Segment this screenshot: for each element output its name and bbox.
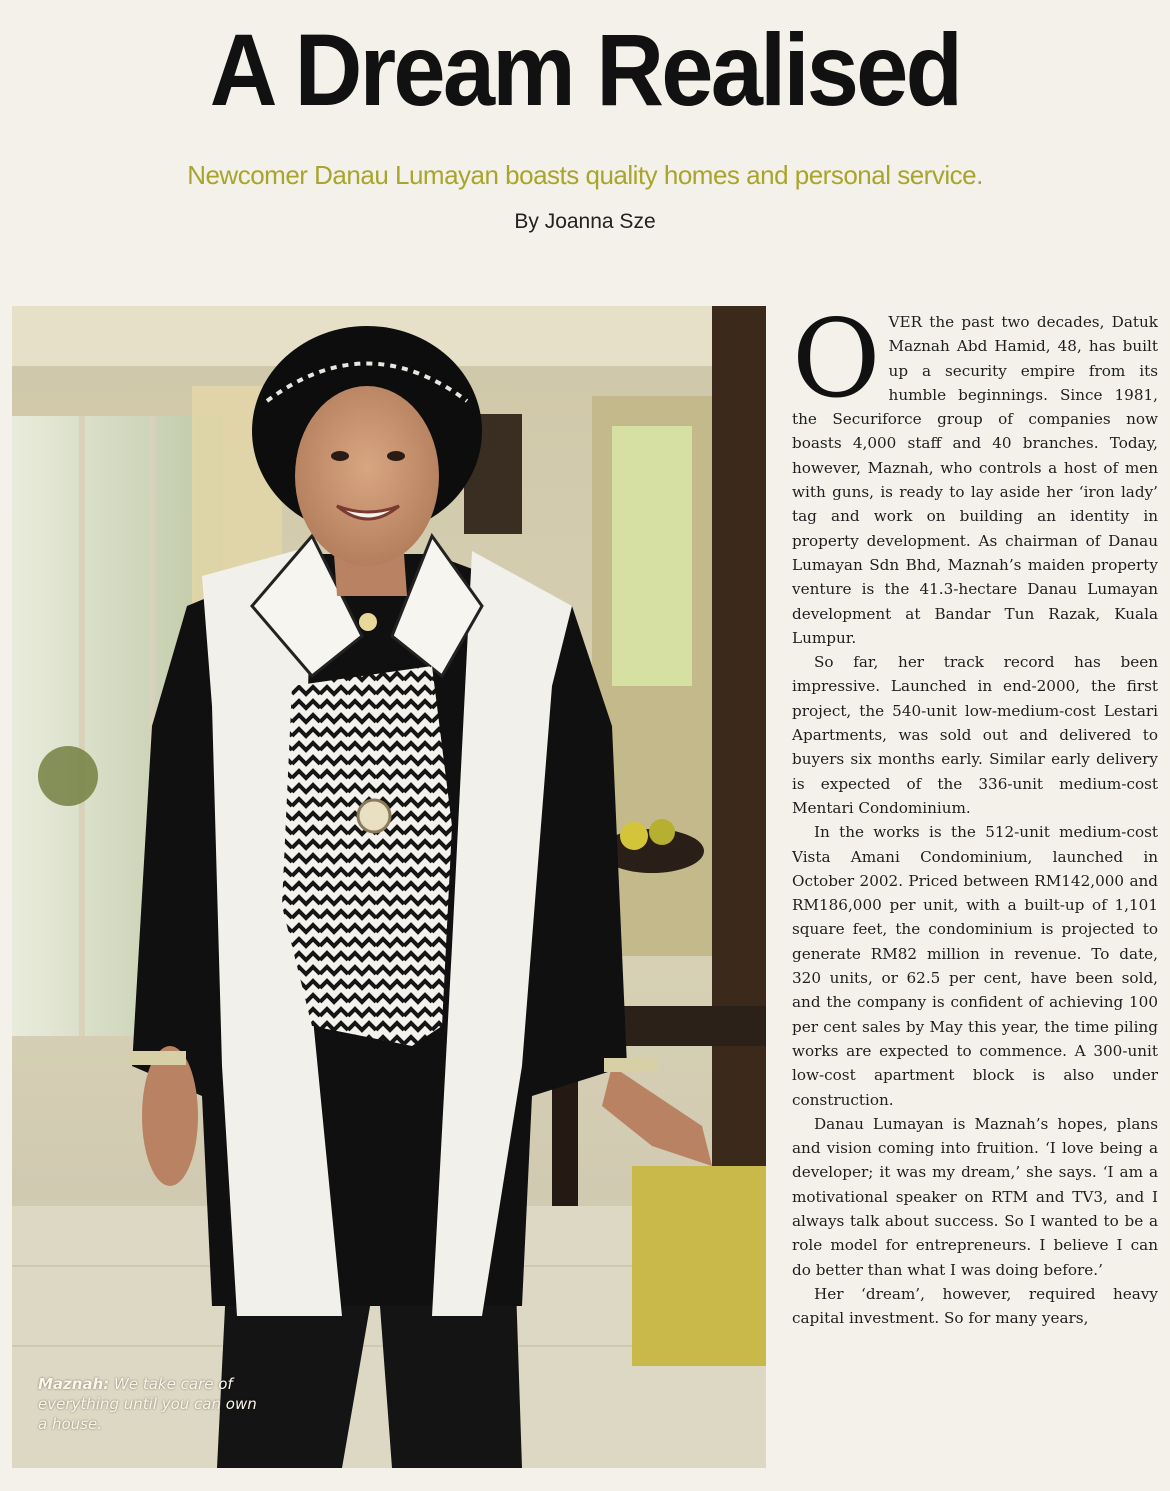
article-paragraph-4: Danau Lumayan is Maznah’s hopes, plans and vision coming into fruition. ‘I love being a developer; it was my dream,’ she says. ‘I am a motivational speaker on RTM and TV3, and I always talk about success. So I wanted to be a role model for entrepreneurs. I believe I can do better than what I was doing before.’ (792, 1114, 1158, 1279)
article-paragraph-2: So far, her track record has been impressive. Launched in end-2000, the first project, the 540-unit low-medium-cost Lestari Apartments, was sold out and delivered to buyers six months early. Similar early delivery is expected of the 336-unit medium-cost Mentari Condominium. (792, 653, 1158, 817)
article-paragraph-1 (792, 297, 1158, 650)
paragraph-text: VER the past two decades, Datuk Maznah Abd Hamid, 48, has built up a security empire from its humble beginnings. Since 1981, the Securiforce group of companies now boasts 4,000 staff and 40 branches. Today, however, Maznah, who controls a host of men with guns, is ready to lay aside her ‘iron lady’ tag and work on building an identity in property development. As chairman of Danau Lumayan Sdn Bhd, Maznah’s maiden property venture is the 41.3-hectare Danau Lumayan development at Bandar Tun Razak, Kuala Lumpur. (792, 313, 1158, 647)
caption-name: Maznah: (38, 1375, 110, 1393)
portrait-illustration (12, 306, 766, 1468)
article-body (792, 297, 1158, 1330)
article-paragraph-5: Her ‘dream’, however, required heavy capital investment. So for many years, (792, 1284, 1158, 1328)
caption-text: We take care of everything until you can own a house. (38, 1375, 257, 1433)
subheadline: Newcomer Danau Lumayan boasts quality homes and personal service. (187, 160, 983, 190)
portrait-photo (12, 306, 766, 1468)
headline: A Dream Realised (209, 13, 961, 127)
photo-caption (38, 1374, 258, 1434)
article-paragraph-3: In the works is the 512-unit medium-cost Vista Amani Condominium, launched in October 2002. Priced between RM142,000 and RM186,000 per unit, with a built-up of 1,101 square feet, the condominium is projected to generate RM82 million in revenue. To date, 320 units, or 62.5 per cent, have been sold, and the company is confident of achieving 100 per cent sales by May this year, the time piling works are expected to commence. A 300-unit low-cost apartment block is also under construction. (792, 823, 1158, 1109)
drop-cap: O (792, 297, 881, 422)
byline: By Joanna Sze (514, 210, 656, 233)
